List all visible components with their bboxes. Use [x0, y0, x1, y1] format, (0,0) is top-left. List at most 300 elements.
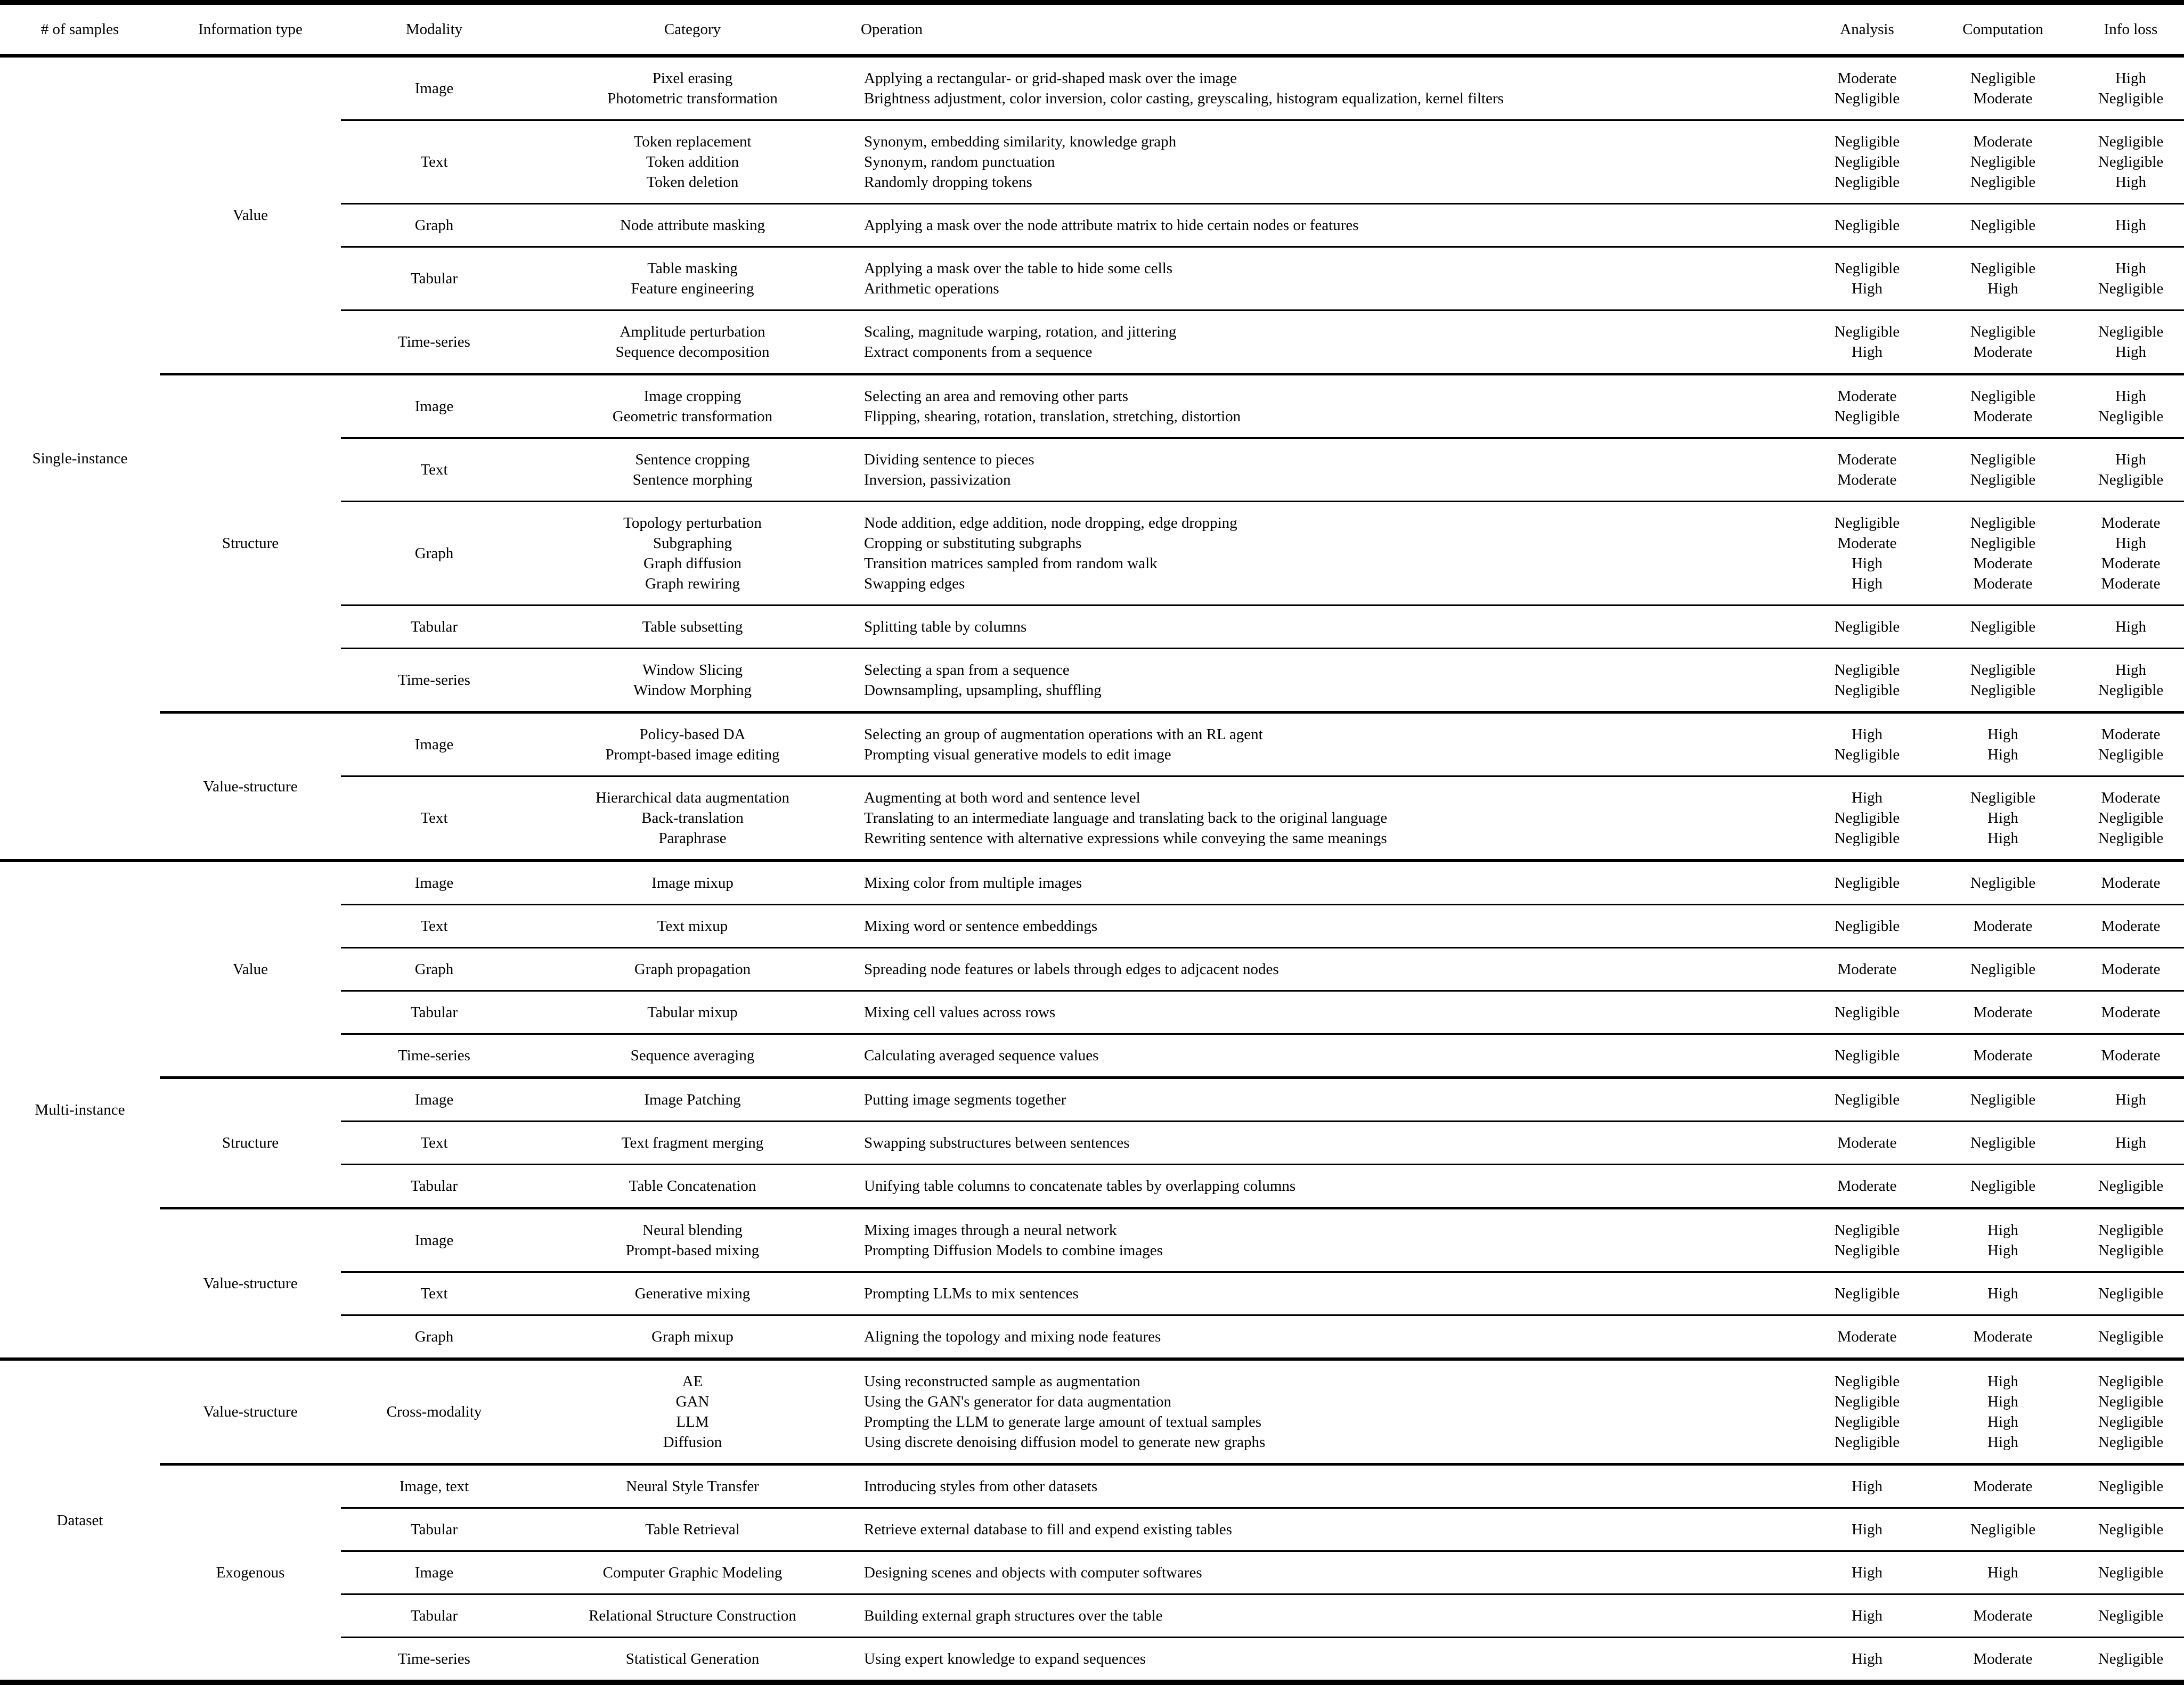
operation-cell-line: Mixing color from multiple images: [864, 874, 1082, 891]
analysis-cell: [1806, 905, 1928, 948]
operation-cell-line: Aligning the topology and mixing node features: [864, 1328, 1161, 1345]
category-cell-line: Graph propagation: [634, 961, 751, 978]
computation-cell-line: Negligible: [1970, 1521, 2036, 1538]
analysis-cell: [1806, 1551, 1928, 1594]
computation-cell: [1928, 1508, 2077, 1551]
operation-cell-line: Calculating averaged sequence values: [864, 1047, 1099, 1064]
info-loss-cell: [2077, 1034, 2184, 1078]
info-loss-cell-line: Negligible: [2098, 1222, 2164, 1239]
analysis-cell-line: High: [1852, 280, 1883, 297]
operation-cell-line: Extract components from a sequence: [864, 343, 1093, 361]
computation-cell: [1928, 120, 2077, 204]
computation-cell: [1928, 310, 2077, 374]
computation-cell-line: High: [1987, 1393, 2018, 1410]
operation-cell: [858, 502, 1806, 606]
computation-cell-line: High: [1987, 746, 2018, 763]
modality-cell: Text: [341, 1122, 527, 1165]
computation-cell-line: Negligible: [1970, 471, 2036, 488]
operation-cell: [858, 1315, 1806, 1360]
computation-cell: [1928, 1359, 2077, 1465]
analysis-cell-line: Moderate: [1837, 471, 1897, 488]
modality-cell: Time-series: [341, 310, 527, 374]
operation-cell: [858, 438, 1806, 502]
computation-cell-line: High: [1987, 1564, 2018, 1581]
operation-cell: [858, 310, 1806, 374]
analysis-cell-line: High: [1852, 1650, 1883, 1667]
category-cell: [527, 1508, 858, 1551]
operation-cell-line: Designing scenes and objects with computer softwares: [864, 1564, 1202, 1581]
category-cell-line: Sequence decomposition: [615, 343, 770, 361]
info-loss-cell-line: Negligible: [2098, 746, 2164, 763]
analysis-cell-line: Moderate: [1837, 1328, 1897, 1345]
operation-cell: [858, 1034, 1806, 1078]
analysis-cell-line: Negligible: [1834, 1004, 1900, 1021]
category-cell-line: Text fragment merging: [621, 1134, 764, 1151]
computation-cell-line: Negligible: [1970, 217, 2036, 234]
operation-cell: [858, 713, 1806, 776]
computation-cell-line: High: [1987, 280, 2018, 297]
category-cell: [527, 247, 858, 310]
modality-cell: Tabular: [341, 606, 527, 649]
computation-cell: [1928, 1165, 2077, 1208]
info-loss-cell: [2077, 1078, 2184, 1122]
computation-cell-line: High: [1987, 1242, 2018, 1259]
computation-cell: [1928, 713, 2077, 776]
info-loss-cell-line: Negligible: [2098, 1393, 2164, 1410]
operation-cell-line: Introducing styles from other datasets: [864, 1478, 1098, 1495]
operation-cell-line: Arithmetic operations: [864, 280, 999, 297]
info-loss-cell: [2077, 374, 2184, 438]
category-cell: [527, 204, 858, 247]
analysis-cell: [1806, 1165, 1928, 1208]
info-loss-cell-line: Negligible: [2098, 1177, 2164, 1195]
analysis-cell-line: Negligible: [1834, 746, 1900, 763]
operation-cell-line: Prompting the LLM to generate large amount of textual samples: [864, 1413, 1262, 1430]
operation-cell-line: Mixing word or sentence embeddings: [864, 918, 1098, 935]
computation-cell-line: Negligible: [1970, 1091, 2036, 1108]
analysis-cell-line: Negligible: [1834, 1373, 1900, 1390]
category-cell-line: Window Slicing: [642, 661, 743, 678]
analysis-cell: [1806, 1359, 1928, 1465]
info-loss-cell: [2077, 1122, 2184, 1165]
info-loss-cell-line: High: [2115, 618, 2146, 635]
category-cell-line: Table Concatenation: [629, 1177, 756, 1195]
modality-cell: Text: [341, 120, 527, 204]
category-cell: [527, 56, 858, 120]
info-loss-cell-line: Negligible: [2098, 1242, 2164, 1259]
info-type-cell: Value: [160, 861, 341, 1078]
category-cell-line: Hierarchical data augmentation: [596, 789, 789, 806]
category-cell-line: Image mixup: [651, 874, 734, 891]
analysis-cell-line: Negligible: [1834, 1285, 1900, 1302]
info-loss-cell: [2077, 438, 2184, 502]
category-cell: [527, 1272, 858, 1315]
operation-cell: [858, 905, 1806, 948]
operation-cell-line: Prompting visual generative models to edit image: [864, 746, 1171, 763]
computation-cell: [1928, 502, 2077, 606]
info-loss-cell: [2077, 1594, 2184, 1638]
computation-cell: [1928, 247, 2077, 310]
samples-cell: Dataset: [0, 1359, 160, 1682]
analysis-cell-line: High: [1852, 1607, 1883, 1624]
operation-cell-line: Selecting an group of augmentation operations with an RL agent: [864, 726, 1263, 743]
analysis-cell-line: High: [1852, 789, 1883, 806]
info-loss-cell-line: Negligible: [2098, 830, 2164, 847]
table-row: [0, 1078, 2184, 1122]
modality-cell: Graph: [341, 948, 527, 991]
category-cell: [527, 1034, 858, 1078]
category-cell-line: Prompt-based image editing: [605, 746, 780, 763]
analysis-cell: [1806, 438, 1928, 502]
table-row: [0, 713, 2184, 776]
computation-cell-line: Negligible: [1970, 153, 2036, 170]
info-type-cell: Value-structure: [160, 1208, 341, 1360]
operation-cell: [858, 1359, 1806, 1465]
operation-cell: [858, 649, 1806, 713]
operation-cell-line: Inversion, passivization: [864, 471, 1011, 488]
category-cell-line: Node attribute masking: [620, 217, 765, 234]
category-cell-line: Token replacement: [633, 133, 752, 150]
category-cell: [527, 713, 858, 776]
analysis-cell-line: High: [1852, 555, 1883, 572]
analysis-cell-line: Negligible: [1834, 1413, 1900, 1430]
analysis-cell: [1806, 776, 1928, 861]
info-loss-cell-line: Moderate: [2101, 575, 2161, 592]
category-cell-line: Prompt-based mixing: [625, 1242, 760, 1259]
info-loss-cell-line: Negligible: [2098, 1328, 2164, 1345]
info-loss-cell-line: High: [2115, 174, 2146, 191]
modality-cell: Text: [341, 776, 527, 861]
category-cell-line: Token addition: [646, 153, 739, 170]
category-cell: [527, 649, 858, 713]
category-cell: [527, 861, 858, 905]
analysis-cell-line: Negligible: [1834, 153, 1900, 170]
modality-cell: Image, text: [341, 1465, 527, 1508]
operation-cell-line: Downsampling, upsampling, shuffling: [864, 682, 1102, 699]
modality-cell: Time-series: [341, 649, 527, 713]
table-row: [0, 861, 2184, 905]
category-cell-line: Sentence cropping: [635, 451, 750, 468]
analysis-cell-line: High: [1852, 1564, 1883, 1581]
operation-cell: [858, 1508, 1806, 1551]
computation-cell: [1928, 606, 2077, 649]
analysis-cell: [1806, 1122, 1928, 1165]
category-cell-line: Topology perturbation: [623, 514, 762, 531]
analysis-cell-line: Moderate: [1837, 70, 1897, 87]
category-cell-line: Pixel erasing: [652, 70, 733, 87]
computation-cell-line: Negligible: [1970, 661, 2036, 678]
operation-cell-line: Using discrete denoising diffusion model to generate new graphs: [864, 1434, 1266, 1451]
operation-cell-line: Brightness adjustment, color inversion, color casting, greyscaling, histogram equalization, kernel filters: [864, 90, 1504, 107]
category-cell-line: Image Patching: [644, 1091, 741, 1108]
info-loss-cell: [2077, 310, 2184, 374]
info-loss-cell-line: Negligible: [2098, 1434, 2164, 1451]
category-cell-line: Amplitude perturbation: [620, 323, 765, 340]
modality-cell: Tabular: [341, 1594, 527, 1638]
samples-cell: Single-instance: [0, 56, 160, 861]
operation-cell: [858, 204, 1806, 247]
analysis-cell-line: Negligible: [1834, 618, 1900, 635]
info-loss-cell: [2077, 204, 2184, 247]
computation-cell-line: Moderate: [1973, 343, 2033, 361]
info-loss-cell: [2077, 905, 2184, 948]
computation-cell: [1928, 1465, 2077, 1508]
category-cell-line: Graph rewiring: [645, 575, 740, 592]
category-cell-line: Diffusion: [663, 1434, 722, 1451]
column-header: Information type: [160, 3, 341, 56]
info-loss-cell-line: High: [2115, 1091, 2146, 1108]
computation-cell-line: Negligible: [1970, 323, 2036, 340]
category-cell: [527, 1594, 858, 1638]
computation-cell-line: Negligible: [1970, 618, 2036, 635]
table-row: [0, 1208, 2184, 1272]
category-cell-line: Feature engineering: [631, 280, 754, 297]
info-loss-cell: [2077, 713, 2184, 776]
operation-cell: [858, 776, 1806, 861]
samples-cell: Multi-instance: [0, 861, 160, 1359]
info-loss-cell: [2077, 247, 2184, 310]
analysis-cell: [1806, 991, 1928, 1034]
computation-cell: [1928, 204, 2077, 247]
operation-cell-line: Using expert knowledge to expand sequences: [864, 1650, 1146, 1667]
computation-cell: [1928, 776, 2077, 861]
operation-cell: [858, 1594, 1806, 1638]
info-loss-cell-line: Negligible: [2098, 1521, 2164, 1538]
category-cell-line: AE: [682, 1373, 703, 1390]
info-loss-cell-line: Negligible: [2098, 1564, 2164, 1581]
category-cell: [527, 1551, 858, 1594]
info-loss-cell-line: High: [2115, 260, 2146, 277]
analysis-cell-line: High: [1852, 575, 1883, 592]
table-row: [0, 1359, 2184, 1465]
modality-cell: Image: [341, 56, 527, 120]
info-loss-cell: [2077, 948, 2184, 991]
analysis-cell-line: Moderate: [1837, 1177, 1897, 1195]
analysis-cell: [1806, 1034, 1928, 1078]
modality-cell: Text: [341, 1272, 527, 1315]
modality-cell: Tabular: [341, 1165, 527, 1208]
analysis-cell-line: Negligible: [1834, 174, 1900, 191]
modality-cell: Graph: [341, 502, 527, 606]
analysis-cell-line: Moderate: [1837, 451, 1897, 468]
info-loss-cell-line: Moderate: [2101, 555, 2161, 572]
analysis-cell-line: Moderate: [1837, 388, 1897, 405]
modality-cell: Tabular: [341, 247, 527, 310]
modality-cell: Image: [341, 1551, 527, 1594]
analysis-cell: [1806, 1594, 1928, 1638]
computation-cell: [1928, 905, 2077, 948]
computation-cell-line: Negligible: [1970, 789, 2036, 806]
operation-cell: [858, 374, 1806, 438]
info-loss-cell: [2077, 120, 2184, 204]
table-row: [0, 56, 2184, 120]
computation-cell-line: Moderate: [1973, 1650, 2033, 1667]
info-loss-cell-line: Negligible: [2098, 682, 2164, 699]
category-cell: [527, 438, 858, 502]
category-cell: [527, 1122, 858, 1165]
analysis-cell-line: High: [1852, 343, 1883, 361]
computation-cell-line: Moderate: [1973, 1478, 2033, 1495]
modality-cell: Tabular: [341, 1508, 527, 1551]
operation-cell-line: Synonym, random punctuation: [864, 153, 1055, 170]
modality-cell: Text: [341, 905, 527, 948]
modality-cell: Image: [341, 861, 527, 905]
info-loss-cell-line: Negligible: [2098, 1650, 2164, 1667]
analysis-cell-line: High: [1852, 1521, 1883, 1538]
analysis-cell: [1806, 649, 1928, 713]
computation-cell-line: High: [1987, 1434, 2018, 1451]
info-loss-cell-line: Negligible: [2098, 153, 2164, 170]
operation-cell-line: Node addition, edge addition, node dropping, edge dropping: [864, 514, 1237, 531]
computation-cell-line: Moderate: [1973, 1328, 2033, 1345]
operation-cell-line: Transition matrices sampled from random walk: [864, 555, 1158, 572]
computation-cell-line: Moderate: [1973, 555, 2033, 572]
info-loss-cell-line: Negligible: [2098, 280, 2164, 297]
operation-cell: [858, 1272, 1806, 1315]
info-loss-cell: [2077, 861, 2184, 905]
operation-cell-line: Augmenting at both word and sentence level: [864, 789, 1140, 806]
info-loss-cell-line: High: [2115, 388, 2146, 405]
computation-cell-line: Negligible: [1970, 961, 2036, 978]
category-cell-line: Computer Graphic Modeling: [602, 1564, 783, 1581]
category-cell-line: Graph mixup: [651, 1328, 734, 1345]
category-cell: [527, 948, 858, 991]
analysis-cell: [1806, 948, 1928, 991]
analysis-cell: [1806, 861, 1928, 905]
computation-cell: [1928, 1272, 2077, 1315]
info-loss-cell-line: Moderate: [2101, 874, 2161, 891]
modality-cell: Time-series: [341, 1638, 527, 1683]
computation-cell-line: Negligible: [1970, 174, 2036, 191]
computation-cell-line: Moderate: [1973, 918, 2033, 935]
info-loss-cell: [2077, 1208, 2184, 1272]
analysis-cell: [1806, 606, 1928, 649]
info-loss-cell-line: Negligible: [2098, 1478, 2164, 1495]
column-header: Analysis: [1806, 3, 1928, 56]
analysis-cell-line: Moderate: [1837, 961, 1897, 978]
operation-cell-line: Spreading node features or labels through edges to adjcacent nodes: [864, 961, 1279, 978]
computation-cell: [1928, 991, 2077, 1034]
info-loss-cell-line: Negligible: [2098, 408, 2164, 425]
info-loss-cell-line: High: [2115, 1134, 2146, 1151]
operation-cell-line: Translating to an intermediate language and translating back to the original language: [864, 809, 1388, 827]
category-cell-line: Table masking: [647, 260, 738, 277]
category-cell: [527, 606, 858, 649]
operation-cell: [858, 1122, 1806, 1165]
modality-cell: Image: [341, 713, 527, 776]
operation-cell: [858, 1078, 1806, 1122]
analysis-cell-line: Negligible: [1834, 1091, 1900, 1108]
info-loss-cell-line: Negligible: [2098, 133, 2164, 150]
info-loss-cell-line: Moderate: [2101, 918, 2161, 935]
operation-cell-line: Swapping substructures between sentences: [864, 1134, 1130, 1151]
category-cell-line: Window Morphing: [633, 682, 752, 699]
operation-cell-line: Swapping edges: [864, 575, 965, 592]
info-loss-cell-line: High: [2115, 661, 2146, 678]
analysis-cell: [1806, 56, 1928, 120]
category-cell-line: Photometric transformation: [607, 90, 778, 107]
operation-cell-line: Using reconstructed sample as augmentation: [864, 1373, 1140, 1390]
operation-cell-line: Selecting a span from a sequence: [864, 661, 1070, 678]
header-row: [0, 3, 2184, 56]
category-cell-line: Statistical Generation: [625, 1650, 760, 1667]
analysis-cell: [1806, 1465, 1928, 1508]
info-type-cell: Value-structure: [160, 713, 341, 861]
info-loss-cell-line: High: [2115, 451, 2146, 468]
computation-cell: [1928, 374, 2077, 438]
category-cell: [527, 1359, 858, 1465]
operation-cell-line: Synonym, embedding similarity, knowledge graph: [864, 133, 1177, 150]
computation-cell-line: Negligible: [1970, 388, 2036, 405]
category-cell-line: Neural blending: [642, 1222, 743, 1239]
analysis-cell-line: High: [1852, 726, 1883, 743]
operation-cell-line: Building external graph structures over the table: [864, 1607, 1163, 1624]
operation-cell: [858, 606, 1806, 649]
info-loss-cell: [2077, 991, 2184, 1034]
modality-cell: Image: [341, 1208, 527, 1272]
operation-cell-line: Selecting an area and removing other parts: [864, 388, 1129, 405]
computation-cell-line: Negligible: [1970, 514, 2036, 531]
table-row: [0, 1465, 2184, 1508]
category-cell: [527, 905, 858, 948]
computation-cell: [1928, 1315, 2077, 1360]
operation-cell-line: Splitting table by columns: [864, 618, 1027, 635]
computation-cell-line: High: [1987, 726, 2018, 743]
operation-cell-line: Applying a mask over the table to hide some cells: [864, 260, 1173, 277]
info-loss-cell: [2077, 1315, 2184, 1360]
category-cell: [527, 502, 858, 606]
operation-cell-line: Prompting LLMs to mix sentences: [864, 1285, 1079, 1302]
info-loss-cell: [2077, 1165, 2184, 1208]
info-loss-cell-line: High: [2115, 217, 2146, 234]
computation-cell-line: High: [1987, 1285, 2018, 1302]
analysis-cell: [1806, 1508, 1928, 1551]
computation-cell: [1928, 1122, 2077, 1165]
analysis-cell-line: Negligible: [1834, 514, 1900, 531]
category-cell-line: Text mixup: [657, 918, 728, 935]
analysis-cell: [1806, 502, 1928, 606]
analysis-cell-line: Negligible: [1834, 323, 1900, 340]
operation-cell-line: Rewriting sentence with alternative expressions while conveying the same meanings: [864, 830, 1387, 847]
computation-cell-line: Moderate: [1973, 1607, 2033, 1624]
category-cell: [527, 1315, 858, 1360]
category-cell: [527, 310, 858, 374]
computation-cell: [1928, 438, 2077, 502]
info-loss-cell-line: High: [2115, 343, 2146, 361]
info-loss-cell-line: Negligible: [2098, 1607, 2164, 1624]
category-cell: [527, 1078, 858, 1122]
info-loss-cell: [2077, 606, 2184, 649]
analysis-cell: [1806, 120, 1928, 204]
computation-cell-line: Negligible: [1970, 451, 2036, 468]
analysis-cell: [1806, 204, 1928, 247]
category-cell: [527, 374, 858, 438]
operation-cell: [858, 1551, 1806, 1594]
modality-cell: Image: [341, 374, 527, 438]
operation-cell-line: Applying a mask over the node attribute matrix to hide certain nodes or features: [864, 217, 1359, 234]
info-loss-cell-line: Moderate: [2101, 1047, 2161, 1064]
info-loss-cell-line: Negligible: [2098, 90, 2164, 107]
modality-cell: Time-series: [341, 1034, 527, 1078]
computation-cell-line: Moderate: [1973, 133, 2033, 150]
operation-cell: [858, 120, 1806, 204]
category-cell-line: Generative mixing: [634, 1285, 751, 1302]
computation-cell-line: Negligible: [1970, 1177, 2036, 1195]
column-header: # of samples: [0, 3, 160, 56]
operation-cell: [858, 991, 1806, 1034]
modality-cell: Cross-modality: [341, 1359, 527, 1465]
info-type-cell: Value-structure: [160, 1359, 341, 1465]
